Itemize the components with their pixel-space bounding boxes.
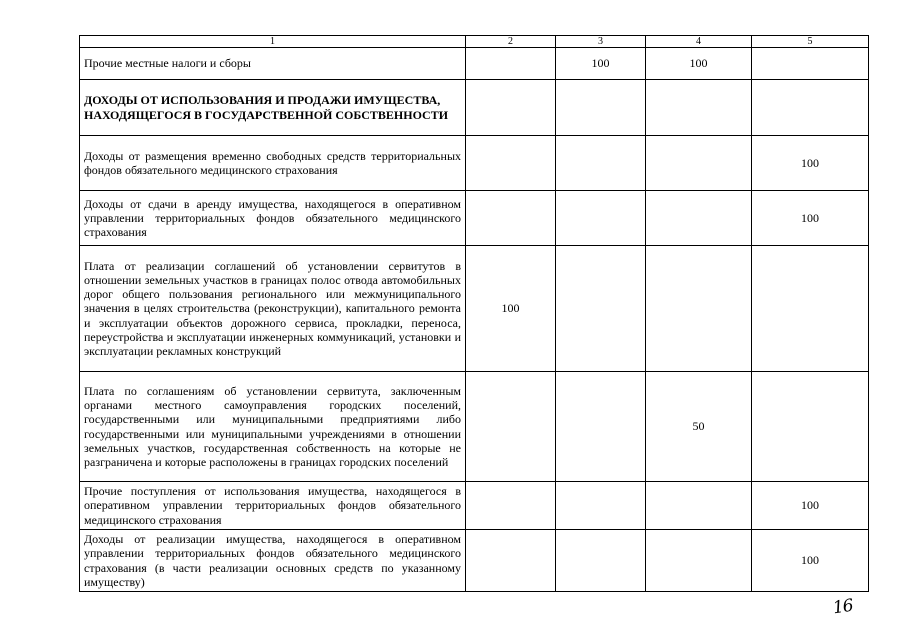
row-value-col-4: [646, 80, 752, 136]
row-value-col-3: [556, 136, 646, 191]
row-value-col-2: [466, 191, 556, 246]
table-row: [80, 372, 869, 482]
row-description: Доходы от размещения временно свободных средств территориальных фондов обязательного медицинского страхования: [80, 136, 466, 191]
table-row: [80, 482, 869, 530]
table-row: [80, 530, 869, 592]
row-description: Плата от реализации соглашений об установлении сервитутов в отношении земельных участков в границах полос отвода автомобильных дорог общего пользования регионального или межмуниципального значения в целях строительства (реконструкции), капитального ремонта и эксплуатации объектов дорожного сервиса, прокладки, переноса, переустройства и эксплуатации инженерных коммуникаций, установки и эксплуатации рекламных конструкций: [80, 246, 466, 372]
row-value-col-4: 100: [646, 48, 752, 80]
table-row-section-heading: [80, 80, 869, 136]
row-value-col-5: 100: [752, 530, 869, 592]
row-value-col-2: [466, 530, 556, 592]
row-value-col-5: [752, 372, 869, 482]
row-description: Прочие поступления от использования имущества, находящегося в оперативном управлении территориальных фондов обязательного медицинского страхования: [80, 482, 466, 530]
row-value-col-5: [752, 80, 869, 136]
row-value-col-3: [556, 191, 646, 246]
row-description: Прочие местные налоги и сборы: [80, 48, 466, 80]
row-description: ДОХОДЫ ОТ ИСПОЛЬЗОВАНИЯ И ПРОДАЖИ ИМУЩЕСТВА, НАХОДЯЩЕГОСЯ В ГОСУДАРСТВЕННОЙ СОБСТВЕННОСТИ: [80, 80, 466, 136]
table-row: [80, 48, 869, 80]
row-value-col-3: 100: [556, 48, 646, 80]
row-value-col-4: [646, 136, 752, 191]
header-col-1: 1: [80, 36, 466, 48]
row-value-col-5: 100: [752, 136, 869, 191]
row-value-col-4: [646, 530, 752, 592]
row-value-col-2: [466, 372, 556, 482]
row-value-col-3: [556, 80, 646, 136]
header-row: [80, 36, 869, 48]
row-value-col-2: [466, 48, 556, 80]
row-value-col-2: [466, 80, 556, 136]
row-value-col-4: 50: [646, 372, 752, 482]
header-col-4: 4: [646, 36, 752, 48]
row-value-col-4: [646, 482, 752, 530]
row-description: Доходы от реализации имущества, находящегося в оперативном управлении территориальных фондов обязательного медицинского страхования (в части реализации основных средств по указанному имуществу): [80, 530, 466, 592]
row-value-col-4: [646, 191, 752, 246]
table-row: [80, 136, 869, 191]
row-value-col-3: [556, 530, 646, 592]
revenue-table: [79, 35, 869, 592]
row-value-col-2: 100: [466, 246, 556, 372]
header-col-3: 3: [556, 36, 646, 48]
row-value-col-3: [556, 372, 646, 482]
page-number: 16: [831, 595, 854, 619]
header-col-2: 2: [466, 36, 556, 48]
row-value-col-2: [466, 482, 556, 530]
row-value-col-5: [752, 246, 869, 372]
row-value-col-5: 100: [752, 482, 869, 530]
row-description: Доходы от сдачи в аренду имущества, находящегося в оперативном управлении территориальных фондов обязательного медицинского страхования: [80, 191, 466, 246]
table-row: [80, 246, 869, 372]
row-value-col-3: [556, 482, 646, 530]
row-value-col-3: [556, 246, 646, 372]
row-value-col-4: [646, 246, 752, 372]
row-value-col-5: [752, 48, 869, 80]
table-row: [80, 191, 869, 246]
row-value-col-5: 100: [752, 191, 869, 246]
row-value-col-2: [466, 136, 556, 191]
row-description: Плата по соглашениям об установлении сервитута, заключенным органами местного самоуправления городских поселений, государственными или муниципальными предприятиями либо государственными или муниципальными учреждениями в отношении земельных участков, государственная собственность на которые не разграничена и которые расположены в границах городских поселений: [80, 372, 466, 482]
header-col-5: 5: [752, 36, 869, 48]
